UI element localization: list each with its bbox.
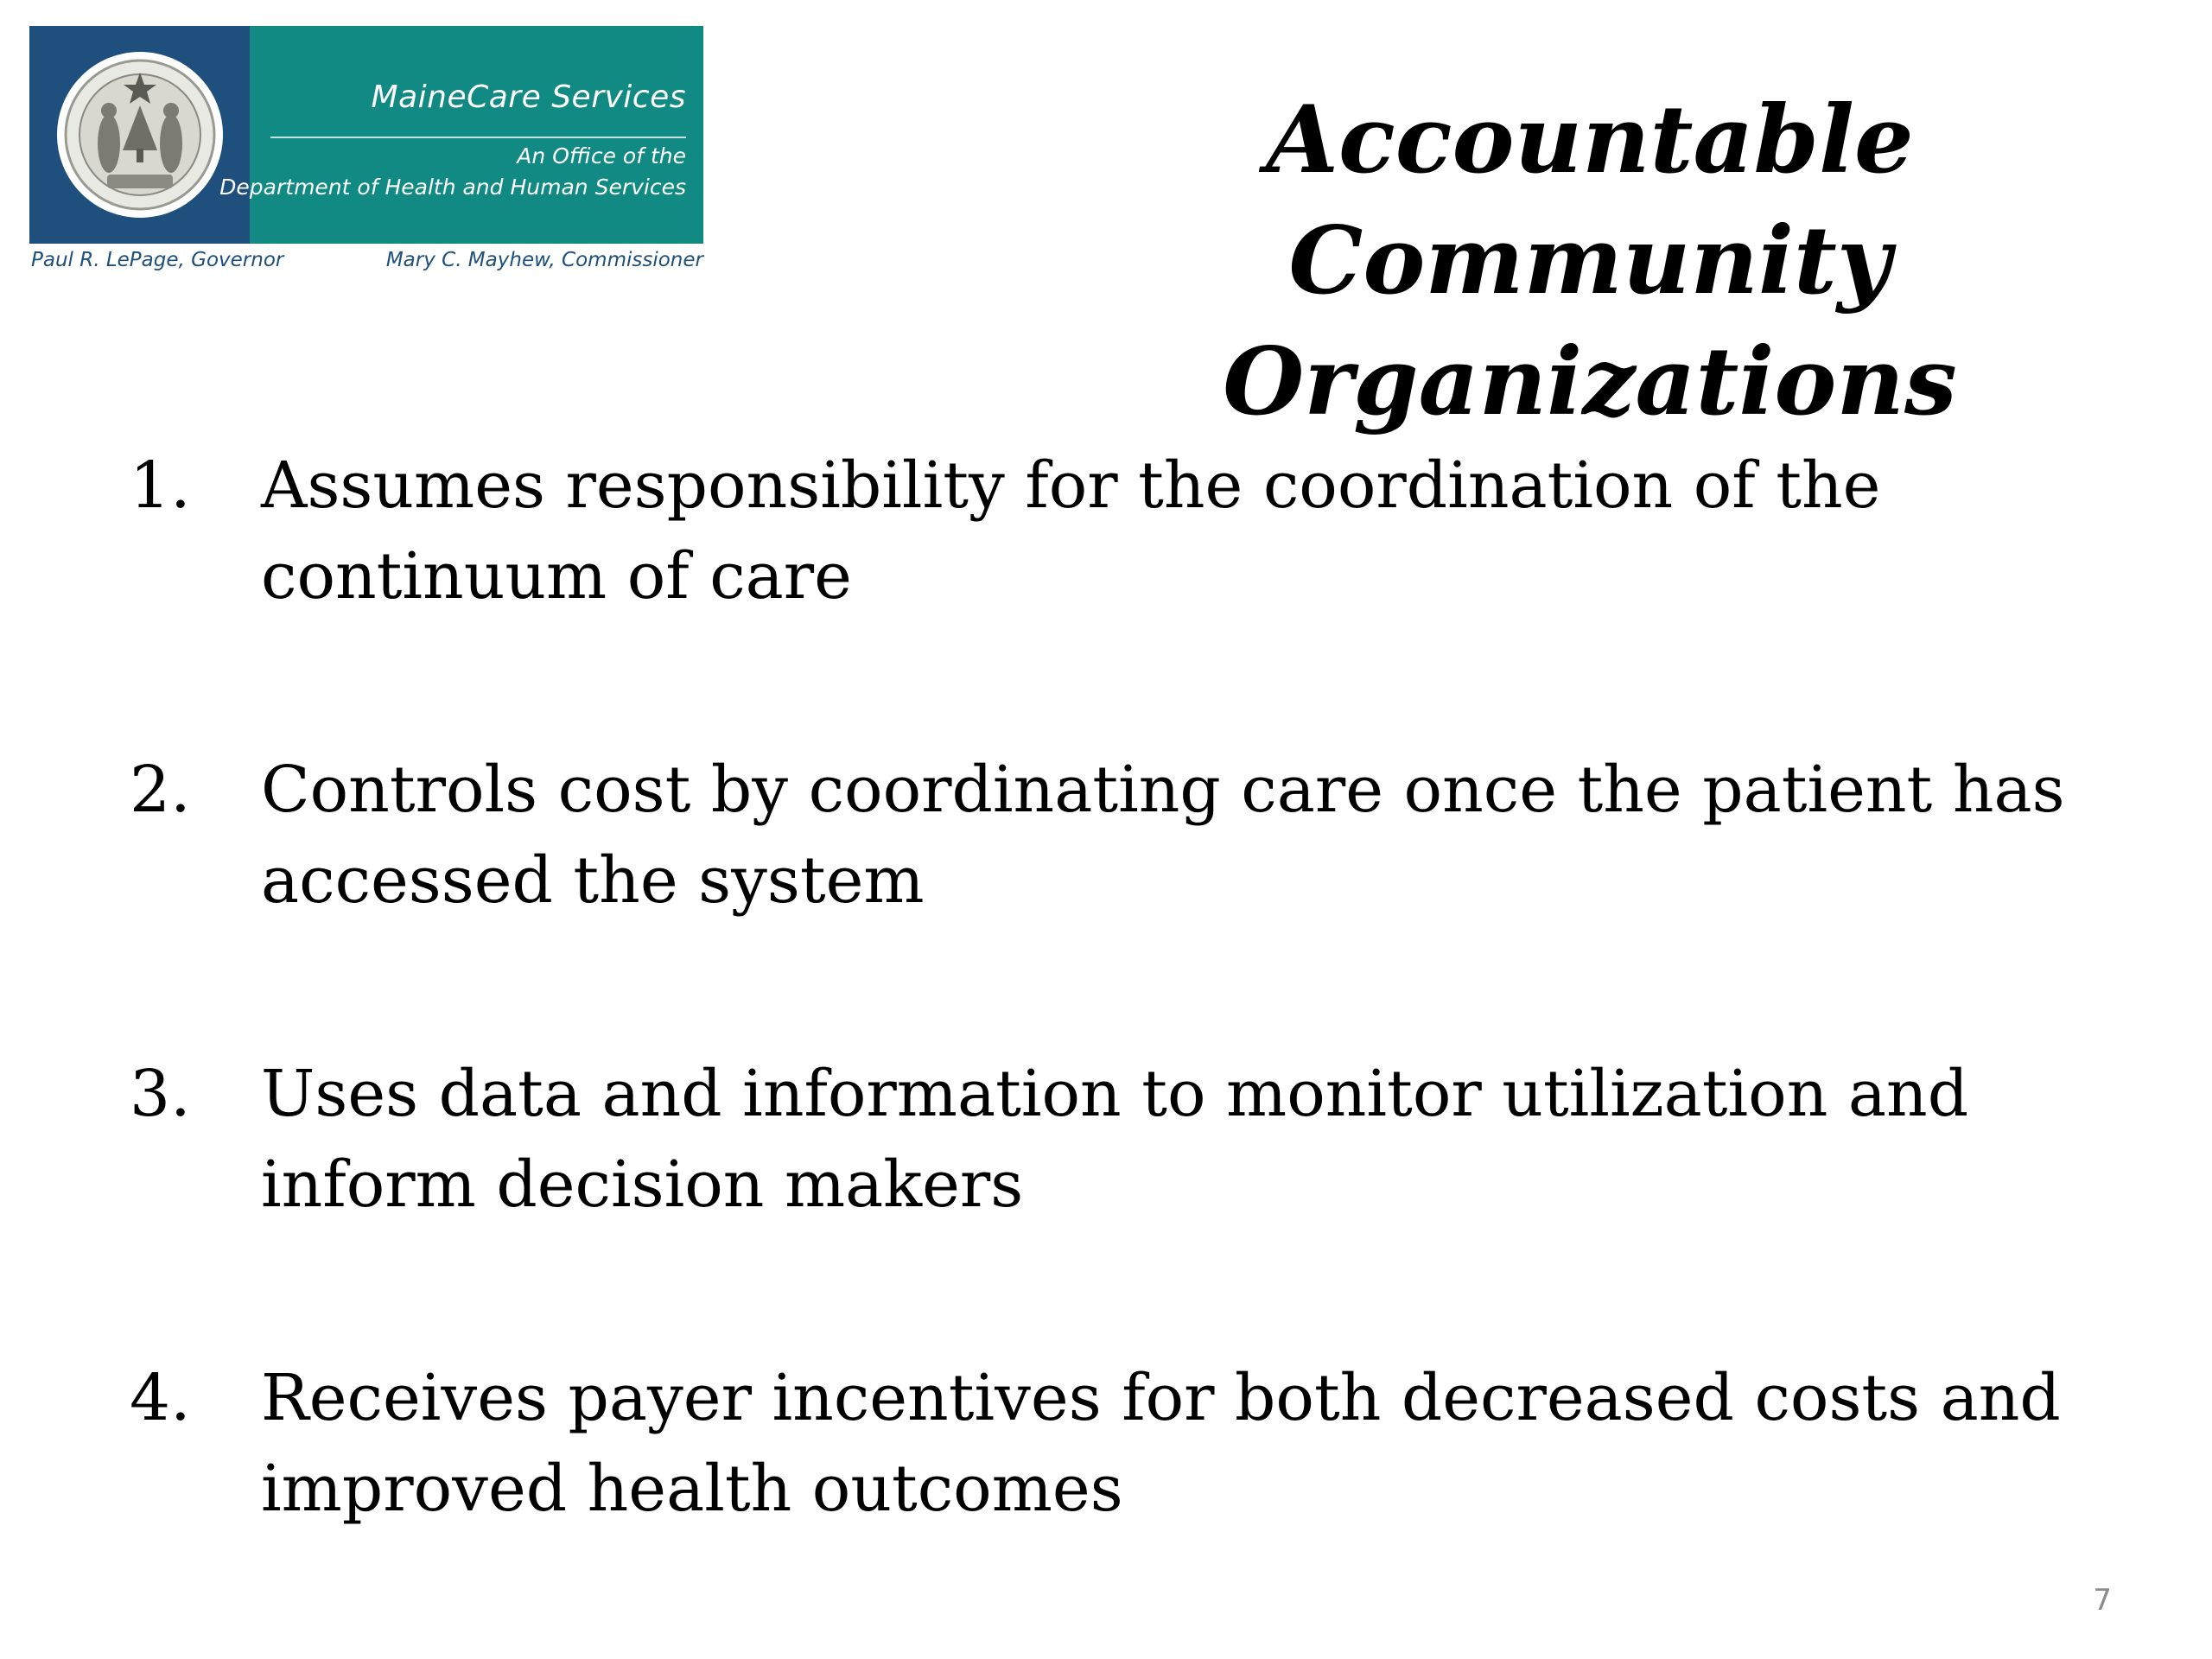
seal-panel (29, 26, 250, 244)
list-item-line: continuum of care (261, 539, 852, 613)
slide-title-line: Organizations (1223, 327, 1957, 436)
list-item-number: 2. (130, 753, 191, 827)
list-item (130, 745, 2117, 926)
commissioner-name: Mary C. Mayhew, Commissioner (385, 249, 703, 271)
slide-title-line: Accountable (1266, 86, 1914, 194)
logo-banner (29, 26, 703, 244)
slide-title (1210, 79, 1970, 442)
org-subtitle-line-1: An Office of the (517, 143, 686, 168)
page-number: 7 (2093, 1583, 2112, 1618)
org-name: MaineCare Services (371, 79, 686, 115)
list-item-number: 1. (130, 448, 191, 523)
list-item-line: Assumes responsibility for the coordination of the (261, 448, 1881, 523)
mainecare-logo (29, 26, 703, 285)
org-subtitle-line-2: Department of Health and Human Services (219, 175, 686, 200)
list-item-line: inform decision makers (261, 1147, 1024, 1222)
list-item (130, 1049, 2117, 1230)
list-item-line: Receives payer incentives for both decreased costs and (261, 1361, 2061, 1435)
list-item-line: improved health outcomes (261, 1452, 1123, 1526)
list-item-text (261, 1353, 2117, 1535)
list-item (130, 441, 2117, 622)
logo-divider (270, 137, 686, 138)
list-item (130, 1353, 2117, 1535)
state-seal-icon (54, 48, 226, 221)
list-item-text (261, 745, 2117, 926)
numbered-list (130, 441, 2117, 1535)
list-item-text (261, 441, 2117, 622)
org-info-panel (219, 26, 703, 244)
list-item-line: Uses data and information to monitor utilization and (261, 1057, 1969, 1131)
list-item-line: Controls cost by coordinating care once the patient has (261, 753, 2065, 827)
list-item-number: 4. (130, 1361, 191, 1435)
governor-name: Paul R. LePage, Governor (31, 249, 284, 271)
list-item-text (261, 1049, 2117, 1230)
list-item-line: accessed the system (261, 843, 925, 918)
slide-title-line: Community (1288, 207, 1891, 315)
list-item-number: 3. (130, 1057, 191, 1131)
